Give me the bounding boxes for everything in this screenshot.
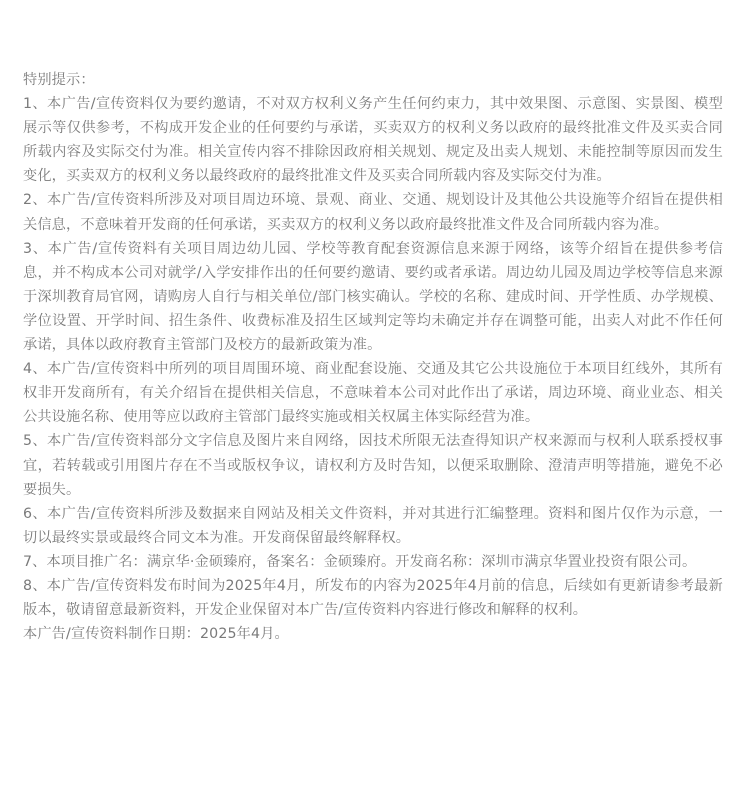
- notice-item-5: 5、本广告/宣传资料部分文字信息及图片来自网络，因技术所限无法查得知识产权来源而与权利人联系授权事宜，若转载或引用图片存在不当或版权争议，请权利方及时告知，以便采取删除、澄清声明等措施，避免不必要损失。: [23, 433, 723, 498]
- notice-item-7: 7、本项目推广名：满京华·金硕臻府，备案名：金硕臻府。开发商名称：深圳市满京华置业投资有限公司。: [23, 553, 697, 570]
- notice-item-6: 6、本广告/宣传资料所涉及数据来自网站及相关文件资料，并对其进行汇编整理。资料和图片仅作为示意，一切以最终实景或最终合同文本为准。开发商保留最终解释权。: [23, 505, 723, 546]
- notice-item-2: 2、本广告/宣传资料所涉及对项目周边环境、景观、商业、交通、规划设计及其他公共设施等介绍旨在提供相关信息，不意味着开发商的任何承诺，买卖双方的权利义务以政府最终批准文件及合同所载内容为准。: [23, 192, 723, 233]
- notice-item-1: 1、本广告/宣传资料仅为要约邀请，不对双方权利义务产生任何约束力，其中效果图、示意图、实景图、模型展示等仅供参考，不构成开发企业的任何要约与承诺，买卖双方的权利义务以政府的最终批准文件及买卖合同所载内容及实际交付为准。相关宣传内容不排除因政府相关规划、规定及出卖人规划、未能控制等原因而发生变化，买卖双方的权利义务以最终政府的最终批准文件及买卖合同所载内容及实际交付为准。: [23, 96, 723, 185]
- disclaimer-notice: [23, 68, 723, 646]
- notice-item-8: 8、本广告/宣传资料发布时间为2025年4月，所发布的内容为2025年4月前的信息，后续如有更新请参考最新版本，敬请留意最新资料，开发企业保留对本广告/宣传资料内容进行修改和解释的权利。: [23, 577, 723, 619]
- notice-item-3: 3、本广告/宣传资料有关项目周边幼儿园、学校等教育配套资源信息来源于网络，该等介绍旨在提供参考信息，并不构成本公司对就学/入学安排作出的任何要约邀请、要约或者承诺。周边幼儿园及周边学校等信息来源于深圳教育局官网，请购房人自行与相关单位/部门核实确认。学校的名称、建成时间、开学性质、办学规模、学位设置、开学时间、招生条件、收费标准及招生区域判定等均未确定并存在调整可能，出卖人对此不作任何承诺，具体以政府教育主管部门及校方的最新政策为准。: [23, 240, 723, 354]
- notice-footer-date: 本广告/宣传资料制作日期：2025年4月。: [23, 626, 289, 643]
- notice-item-4: 4、本广告/宣传资料中所列的项目周围环境、商业配套设施、交通及其它公共设施位于本项目红线外，其所有权非开发商所有，有关介绍旨在提供相关信息，不意味着本公司对此作出了承诺，周边环境、商业业态、相关公共设施名称、使用等应以政府主管部门最终实施或相关权属主体实际经营为准。: [23, 361, 723, 426]
- notice-heading: 特别提示：: [23, 72, 95, 88]
